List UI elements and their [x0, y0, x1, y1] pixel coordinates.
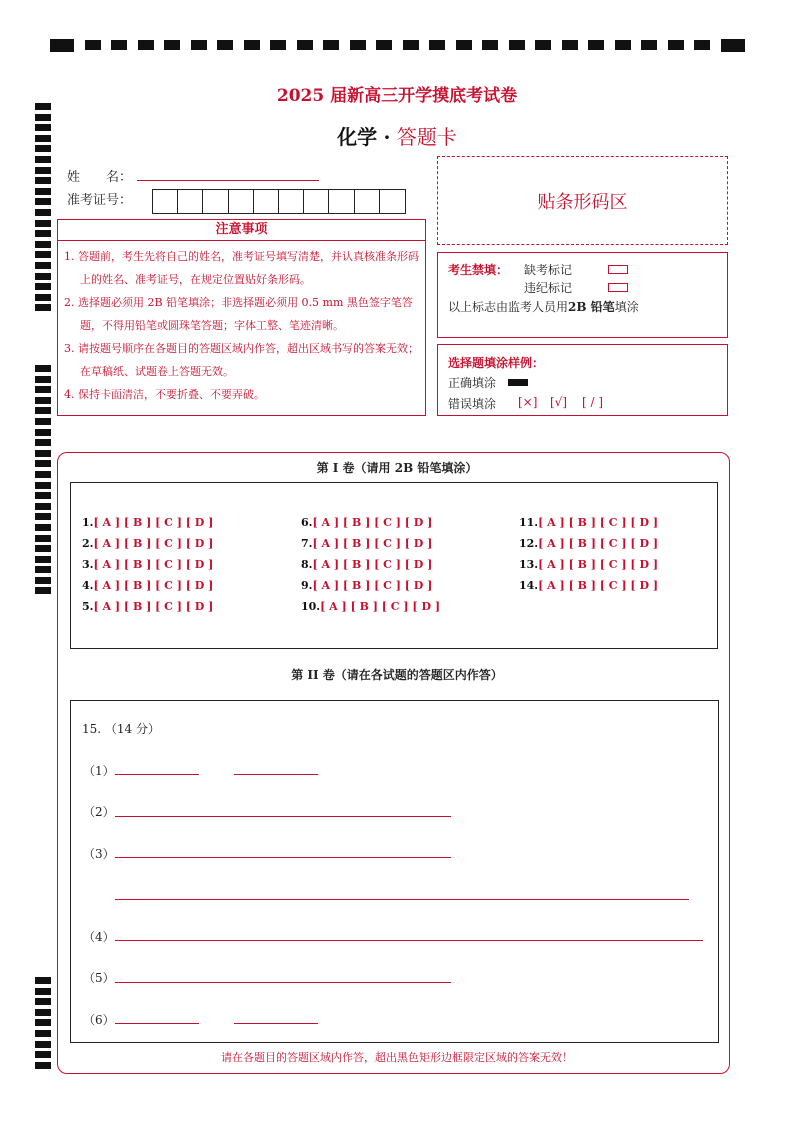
timing-marks-top [50, 38, 745, 52]
timing-marks-left-lower [35, 365, 51, 598]
answer-line[interactable] [115, 899, 689, 900]
timing-mark [403, 40, 419, 50]
timing-mark [35, 524, 51, 531]
card-title [0, 121, 794, 150]
timing-mark [641, 40, 657, 50]
question-number: 1. [82, 516, 94, 529]
question-number: 14. [519, 579, 539, 592]
timing-mark [35, 283, 51, 290]
question-number: 9. [301, 579, 313, 592]
choice-question[interactable] [82, 600, 213, 613]
answer-line[interactable] [115, 940, 703, 941]
part-label: （2） [83, 805, 115, 819]
id-label: 准考证号： [67, 193, 133, 208]
barcode-area: 贴条形码区 [437, 156, 728, 245]
forbidden-label: 考生禁填： [448, 263, 509, 277]
timing-mark [35, 407, 51, 414]
timing-mark [35, 998, 51, 1005]
choice-question[interactable] [82, 516, 213, 529]
timing-mark [35, 587, 51, 594]
question-number: 12. [519, 537, 539, 550]
choice-question[interactable] [519, 558, 658, 571]
answer-options[interactable]: [ A ] [ B ] [ C ] [ D ] [538, 516, 659, 529]
question-number: 4. [82, 579, 94, 592]
part-label: （3） [83, 847, 115, 861]
choice-question[interactable] [301, 558, 432, 571]
violation-mark-box[interactable] [608, 283, 628, 292]
timing-mark [35, 177, 51, 184]
choice-question[interactable] [519, 579, 658, 592]
timing-mark [35, 294, 51, 301]
timing-mark [35, 482, 51, 489]
subject: 化学 [337, 125, 378, 149]
answer-options[interactable]: [ A ] [ B ] [ C ] [ D ] [312, 516, 433, 529]
notice-item: 2. 选择题必须用 2B 铅笔填涂；非选择题必须用 0.5 mm 黑色签字笔答题，不得用铅笔或圆珠笔答题；字体工整、笔迹清晰。 [64, 296, 413, 332]
timing-mark [562, 40, 578, 50]
notice-title: 注意事项 [57, 219, 426, 241]
choice-question[interactable] [82, 558, 213, 571]
choice-question[interactable] [82, 579, 213, 592]
timing-mark [35, 439, 51, 446]
timing-mark [35, 397, 51, 404]
answer-options[interactable]: [ A ] [ B ] [ C ] [ D ] [320, 600, 441, 613]
wrong-mark: [ / ] [582, 395, 604, 409]
violation-label: 违纪标记 [524, 281, 573, 295]
timing-mark [535, 40, 551, 50]
timing-mark [35, 450, 51, 457]
timing-mark [35, 304, 51, 311]
timing-mark [35, 418, 51, 425]
question-number: 8. [301, 558, 313, 571]
timing-mark [35, 1019, 51, 1026]
timing-mark [509, 40, 525, 50]
answer-line[interactable] [115, 774, 199, 775]
choice-question[interactable] [519, 516, 658, 529]
timing-mark [588, 40, 604, 50]
question-number: 6. [301, 516, 313, 529]
answer-options[interactable]: [ A ] [ B ] [ C ] [ D ] [93, 537, 214, 550]
timing-mark [35, 1041, 51, 1048]
timing-mark [217, 40, 233, 50]
timing-mark [35, 513, 51, 520]
answer-options[interactable]: [ A ] [ B ] [ C ] [ D ] [538, 537, 659, 550]
absent-label: 缺考标记 [524, 263, 573, 277]
timing-mark [35, 156, 51, 163]
choice-question[interactable] [519, 537, 658, 550]
timing-mark [35, 556, 51, 563]
notice-item: 4. 保持卡面清洁，不要折叠、不要弄破。 [64, 388, 265, 401]
timing-mark [35, 167, 51, 174]
choice-question[interactable] [301, 600, 440, 613]
name-label: 姓 名： [67, 170, 133, 185]
wrong-mark: [×] [518, 395, 538, 409]
question-number: 7. [301, 537, 313, 550]
timing-mark [615, 40, 631, 50]
wrong-mark: [√] [550, 395, 568, 409]
card-label: 答题卡 [396, 125, 457, 149]
timing-mark [244, 40, 260, 50]
part-label: （1） [83, 764, 115, 778]
exam-title: 2025 届新高三开学摸底考试卷 [276, 86, 518, 106]
part-label: （4） [83, 930, 115, 944]
choice-question[interactable] [301, 537, 432, 550]
title-dot: · [383, 125, 391, 149]
timing-mark [35, 230, 51, 237]
examiner-only-box [437, 252, 728, 338]
wrong-fill-label: 错误填涂 [448, 397, 497, 411]
timing-mark [35, 492, 51, 499]
timing-mark [482, 40, 498, 50]
timing-mark [35, 114, 51, 121]
timing-mark [35, 188, 51, 195]
question15-box [70, 700, 719, 1043]
id-number-boxes[interactable] [152, 189, 406, 214]
timing-mark [456, 40, 472, 50]
timing-mark [35, 251, 51, 258]
timing-mark [50, 39, 74, 52]
timing-mark [35, 262, 51, 269]
answer-line[interactable] [234, 774, 318, 775]
timing-mark [376, 40, 392, 50]
answer-line[interactable] [115, 1023, 199, 1024]
question-number: 11. [519, 516, 539, 529]
choice-question[interactable] [301, 516, 432, 529]
timing-mark [35, 273, 51, 280]
answer-options[interactable]: [ A ] [ B ] [ C ] [ D ] [312, 579, 433, 592]
answer-options[interactable]: [ A ] [ B ] [ C ] [ D ] [538, 558, 659, 571]
section2-title: 第 II 卷（请在各试题的答题区内作答） [291, 668, 503, 682]
name-field[interactable] [137, 180, 319, 181]
answer-options[interactable]: [ A ] [ B ] [ C ] [ D ] [93, 579, 214, 592]
answer-line[interactable] [115, 857, 451, 858]
answer-options[interactable]: [ A ] [ B ] [ C ] [ D ] [538, 579, 659, 592]
timing-mark [35, 429, 51, 436]
notice-item: 3. 请按题号顺序在各题目的答题区域内作答，超出区域书写的答案无效；在草稿纸、试题卷上答题无效。 [64, 342, 419, 378]
timing-mark [694, 40, 710, 50]
timing-mark [35, 1030, 51, 1037]
absent-mark-box[interactable] [608, 265, 628, 274]
question-number: 10. [301, 600, 321, 613]
answer-line[interactable] [234, 1023, 318, 1024]
timing-mark [35, 209, 51, 216]
answer-options[interactable]: [ A ] [ B ] [ C ] [ D ] [312, 558, 433, 571]
timing-mark [270, 40, 286, 50]
notice-box [57, 241, 426, 416]
timing-mark [429, 40, 445, 50]
timing-mark [35, 386, 51, 393]
timing-mark [35, 220, 51, 227]
notice-item: 1. 答题前，考生先将自己的姓名，准考证号填写清楚，并认真核准条形码上的姓名、准考证号，在规定位置贴好条形码。 [64, 250, 419, 286]
timing-mark [35, 365, 51, 372]
timing-mark [35, 988, 51, 995]
examiner-note: 以上标志由监考人员用2B 铅笔填涂 [448, 300, 639, 314]
timing-mark [35, 503, 51, 510]
answer-options[interactable]: [ A ] [ B ] [ C ] [ D ] [93, 600, 214, 613]
timing-mark [164, 40, 180, 50]
timing-mark [191, 40, 207, 50]
question-number: 2. [82, 537, 94, 550]
timing-mark [138, 40, 154, 50]
question-number: 3. [82, 558, 94, 571]
question-number: 5. [82, 600, 94, 613]
answer-options[interactable]: [ A ] [ B ] [ C ] [ D ] [93, 516, 214, 529]
timing-mark [35, 1009, 51, 1016]
timing-mark [111, 40, 127, 50]
timing-mark [35, 545, 51, 552]
sample-title: 选择题填涂样例： [448, 356, 545, 370]
choice-question[interactable] [301, 579, 432, 592]
timing-mark [297, 40, 313, 50]
question15-label: 15. （14 分） [82, 722, 160, 736]
timing-mark [35, 376, 51, 383]
timing-mark [323, 40, 339, 50]
timing-mark [721, 39, 745, 52]
choice-question[interactable] [82, 537, 213, 550]
answer-options[interactable]: [ A ] [ B ] [ C ] [ D ] [312, 537, 433, 550]
answer-line[interactable] [115, 982, 451, 983]
answer-line[interactable] [115, 816, 451, 817]
timing-mark [35, 977, 51, 984]
footer-warning: 请在各题目的答题区域内作答，超出黑色矩形边框限定区域的答案无效！ [221, 1051, 573, 1064]
timing-mark [35, 577, 51, 584]
section1-title: 第 I 卷（请用 2B 铅笔填涂） [316, 461, 478, 475]
timing-mark [35, 566, 51, 573]
correct-fill-mark [508, 379, 528, 386]
answer-options[interactable]: [ A ] [ B ] [ C ] [ D ] [93, 558, 214, 571]
correct-fill-label: 正确填涂 [448, 376, 497, 390]
part-label: （5） [83, 971, 115, 985]
fill-sample-box [437, 344, 728, 416]
timing-mark [668, 40, 684, 50]
timing-mark [85, 40, 101, 50]
timing-mark [35, 535, 51, 542]
timing-mark [35, 198, 51, 205]
timing-mark [350, 40, 366, 50]
part-label: （6） [83, 1013, 115, 1027]
question-number: 13. [519, 558, 539, 571]
timing-mark [35, 241, 51, 248]
